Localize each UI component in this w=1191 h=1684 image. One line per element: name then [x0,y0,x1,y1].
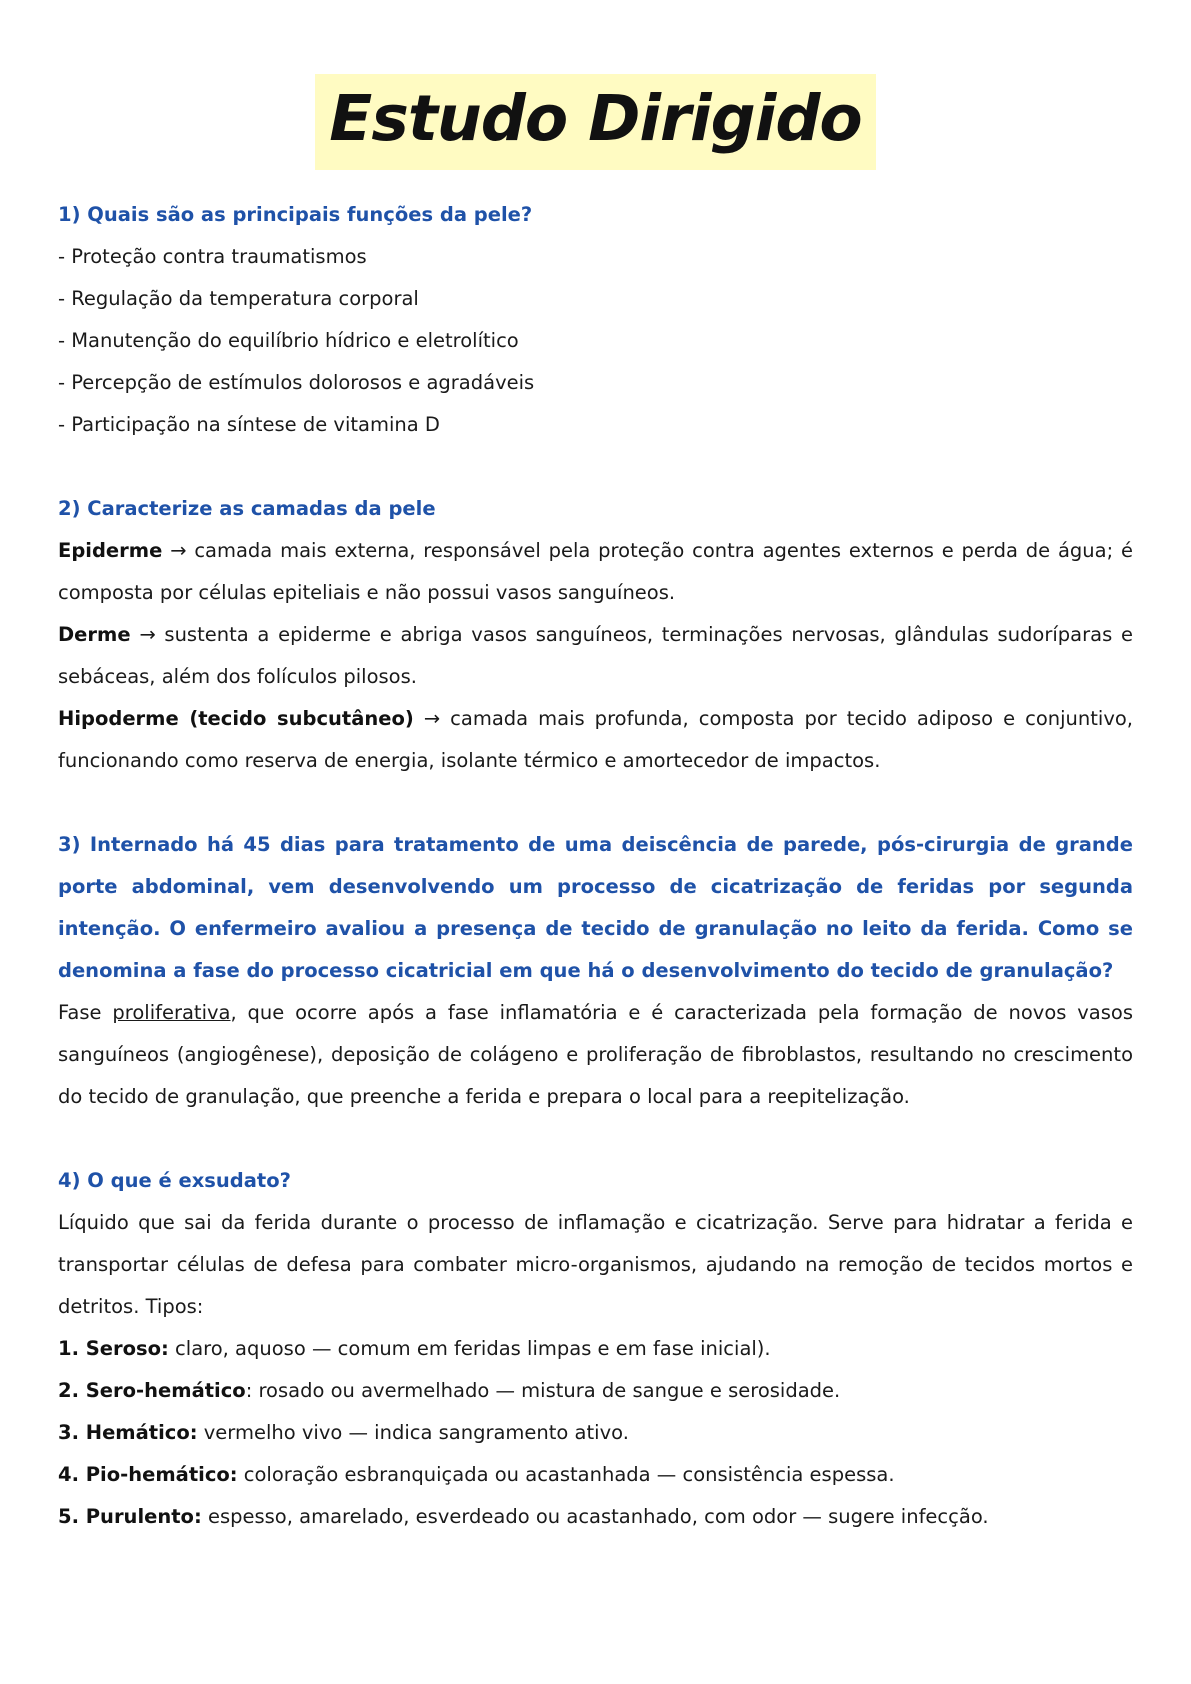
layer-derme [58,614,1133,698]
list-item: - Percepção de estímulos dolorosos e agradáveis [58,371,535,394]
answer-keyword: proliferativa [112,1001,231,1024]
type-description: claro, aquoso — comum em feridas limpas e em fase inicial). [168,1337,771,1360]
layer-description: → camada mais profunda, composta por tecido adiposo e conjuntivo, funcionando como reserva de energia, isolante térmico e amortecedor de impactos. [58,707,1133,772]
question-4: 4) O que é exsudato? [58,1169,291,1192]
exsudato-type [58,1454,1133,1496]
document-body [58,194,1133,1538]
layer-description: → sustenta a epiderme e abriga vasos sanguíneos, terminações nervosas, glândulas sudoríparas e sebáceas, além dos folículos pilosos. [58,623,1133,688]
page-title: Estudo Dirigido [315,74,875,170]
question-1: 1) Quais são as principais funções da pele? [58,203,533,226]
exsudato-type [58,1496,1133,1538]
list-item: - Proteção contra traumatismos [58,245,367,268]
layer-description: → camada mais externa, responsável pela proteção contra agentes externos e perda de água; é composta por células epiteliais e não possui vasos sanguíneos. [58,539,1133,604]
list-item: - Regulação da temperatura corporal [58,287,419,310]
exsudato-intro: Líquido que sai da ferida durante o processo de inflamação e cicatrização. Serve para hidratar a ferida e transportar células de defesa para combater micro-organismos, ajudando na remoção de tecidos mortos e detritos. Tipos: [58,1211,1133,1318]
answer-prefix: Fase [58,1001,113,1024]
type-description: : rosado ou avermelhado — mistura de sangue e serosidade. [245,1379,841,1402]
list-item: - Manutenção do equilíbrio hídrico e eletrolítico [58,329,519,352]
type-term: 1. Seroso: [58,1337,169,1360]
question-3: 3) Internado há 45 dias para tratamento de uma deiscência de parede, pós-cirurgia de grande porte abdominal, vem desenvolvendo um processo de cicatrização de feridas por segunda intenção. O enfermeiro avaliou a presença de tecido de granulação no leito da ferida. Como se denomina a fase do processo cicatricial em que há o desenvolvimento do tecido de granulação? [58,833,1133,982]
exsudato-type [58,1370,1133,1412]
type-term: 3. Hemático: [58,1421,198,1444]
layer-hipoderme [58,698,1133,782]
question-2: 2) Caracterize as camadas da pele [58,497,436,520]
spacer [58,1118,1133,1160]
layer-epiderme [58,530,1133,614]
answer-3 [58,992,1133,1118]
type-description: espesso, amarelado, esverdeado ou acastanhado, com odor — sugere infecção. [201,1505,989,1528]
list-item: - Participação na síntese de vitamina D [58,413,440,436]
answer-rest: , que ocorre após a fase inflamatória e é caracterizada pela formação de novos vasos sanguíneos (angiogênese), deposição de colágeno e proliferação de fibroblastos, resultando no crescimento do tecido de granulação, que preenche a ferida e prepara o local para a reepitelização. [58,1001,1133,1108]
type-term: 5. Purulento: [58,1505,202,1528]
exsudato-type [58,1328,1133,1370]
spacer [58,446,1133,488]
type-term: 2. Sero-hemático [58,1379,246,1402]
exsudato-type [58,1412,1133,1454]
layer-term: Hipoderme (tecido subcutâneo) [58,707,414,730]
type-description: coloração esbranquiçada ou acastanhada — consistência espessa. [237,1463,895,1486]
type-description: vermelho vivo — indica sangramento ativo. [197,1421,629,1444]
layer-term: Derme [58,623,131,646]
layer-term: Epiderme [58,539,163,562]
title-wrap [0,74,1191,170]
type-term: 4. Pio-hemático: [58,1463,238,1486]
spacer [58,782,1133,824]
